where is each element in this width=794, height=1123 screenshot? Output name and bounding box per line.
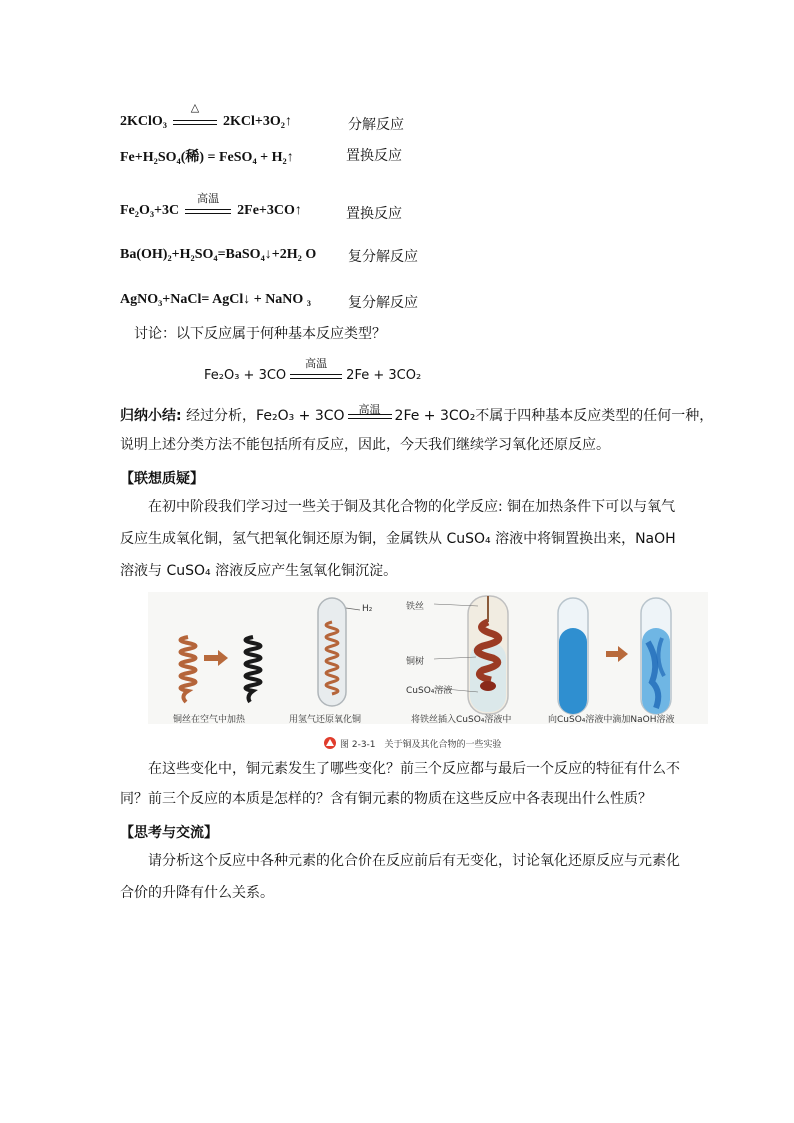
eq2-type: 置换反应 <box>346 148 402 164</box>
summary-post: 2Fe + 3CO₂不属于四种基本反应类型的任何一种， <box>394 408 714 424</box>
question-line-1: 在这些变化中，铜元素发生了哪些变化？前三个反应都与最后一个反应的特征有什么不 <box>148 761 680 777</box>
section-title-association: 【联想质疑】 <box>120 471 204 487</box>
figure-caption-icon <box>324 737 336 749</box>
caption-exp-1: 铜丝在空气中加热 <box>173 715 246 725</box>
figure-copper-experiments <box>148 592 708 752</box>
equation-2: Fe+H₂SO₄(稀) = FeSO₄ + H₂↑ <box>120 150 294 165</box>
caption-exp-2: 用氢气还原氧化铜 <box>289 715 362 725</box>
eq1-type: 分解反应 <box>348 117 404 133</box>
discussion-condition: 高温 <box>305 356 328 370</box>
label-cuso4-solution: CuSO₄溶液 <box>406 686 453 696</box>
section1-line-2: 反应生成氧化铜，氢气把氧化铜还原为铜，金属铁从 CuSO₄ 溶液中将铜置换出来，NaOH <box>120 531 676 547</box>
label-copper-tree: 铜树 <box>406 657 425 667</box>
summary-condition: 高温 <box>358 403 381 416</box>
summary-condition-sign <box>348 403 392 423</box>
summary-pre: 经过分析，Fe₂O₃ + 3CO <box>186 408 345 424</box>
section-title-think: 【思考与交流】 <box>120 825 218 841</box>
equation-3 <box>120 191 302 219</box>
section2-line-2: 合价的升降有什么关系。 <box>120 885 274 901</box>
section1-line-1: 在初中阶段我们学习过一些关于铜及其化合物的化学反应: 铜在加热条件下可以与氧气 <box>148 499 676 515</box>
summary-label: 归纳小结: <box>120 408 182 424</box>
figure-illustration <box>148 592 708 752</box>
summary-line-2: 说明上述分类方法不能包括所有反应，因此，今天我们继续学习氧化还原反应。 <box>120 437 610 453</box>
test-tube-cuso4-icon <box>558 598 588 714</box>
eq4-type: 复分解反应 <box>348 249 418 265</box>
equation-5: AgNO₃+NaCl= AgCl↓ + NaNO ₃ <box>120 292 311 307</box>
question-line-2: 同？前三个反应的本质是怎样的？含有铜元素的物质在这些反应中各表现出什么性质？ <box>120 791 652 807</box>
eq1-condition: △ <box>190 100 200 114</box>
figure-background <box>148 592 708 724</box>
caption-exp-4: 向CuSO₄溶液中滴加NaOH溶液 <box>548 715 675 725</box>
discussion-prompt: 讨论：以下反应属于何种基本反应类型？ <box>134 326 386 342</box>
figure-caption: 图 2-3-1 关于铜及其化合物的一些实验 <box>340 740 502 750</box>
section1-line-3: 溶液与 CuSO₄ 溶液反应产生氢氧化铜沉淀。 <box>120 563 398 579</box>
equation-1 <box>120 100 292 130</box>
eq1-lhs: 2KClO₃ <box>120 114 167 129</box>
eq3-rhs: 2Fe+3CO↑ <box>237 203 302 218</box>
caption-exp-3: 将铁丝插入CuSO₄溶液中 <box>411 715 512 725</box>
label-h2: H₂ <box>362 604 373 614</box>
eq3-type: 置换反应 <box>346 206 402 222</box>
eq3-condition-sign <box>185 191 231 218</box>
label-iron-wire: 铁丝 <box>406 602 425 612</box>
discussion-eq-lhs: Fe₂O₃ + 3CO <box>204 368 287 383</box>
eq1-rhs: 2KCl+3O₂↑ <box>222 114 292 129</box>
equation-4: Ba(OH)₂+H₂SO₄=BaSO₄↓+2H₂ O <box>120 247 317 262</box>
discussion-condition-sign <box>290 356 342 383</box>
section2-line-1: 请分析这个反应中各种元素的化合价在反应前后有无变化，讨论氧化还原反应与元素化 <box>148 853 680 869</box>
summary-line-1 <box>120 401 713 431</box>
eq5-type: 复分解反应 <box>348 295 418 311</box>
test-tube-precipitate-icon <box>641 598 671 714</box>
discussion-equation <box>204 356 422 383</box>
eq3-condition: 高温 <box>197 191 220 205</box>
discussion-eq-rhs: 2Fe + 3CO₂ <box>346 368 422 383</box>
eq3-lhs: Fe₂O₃+3C <box>120 203 180 218</box>
eq1-condition-sign <box>173 100 217 129</box>
